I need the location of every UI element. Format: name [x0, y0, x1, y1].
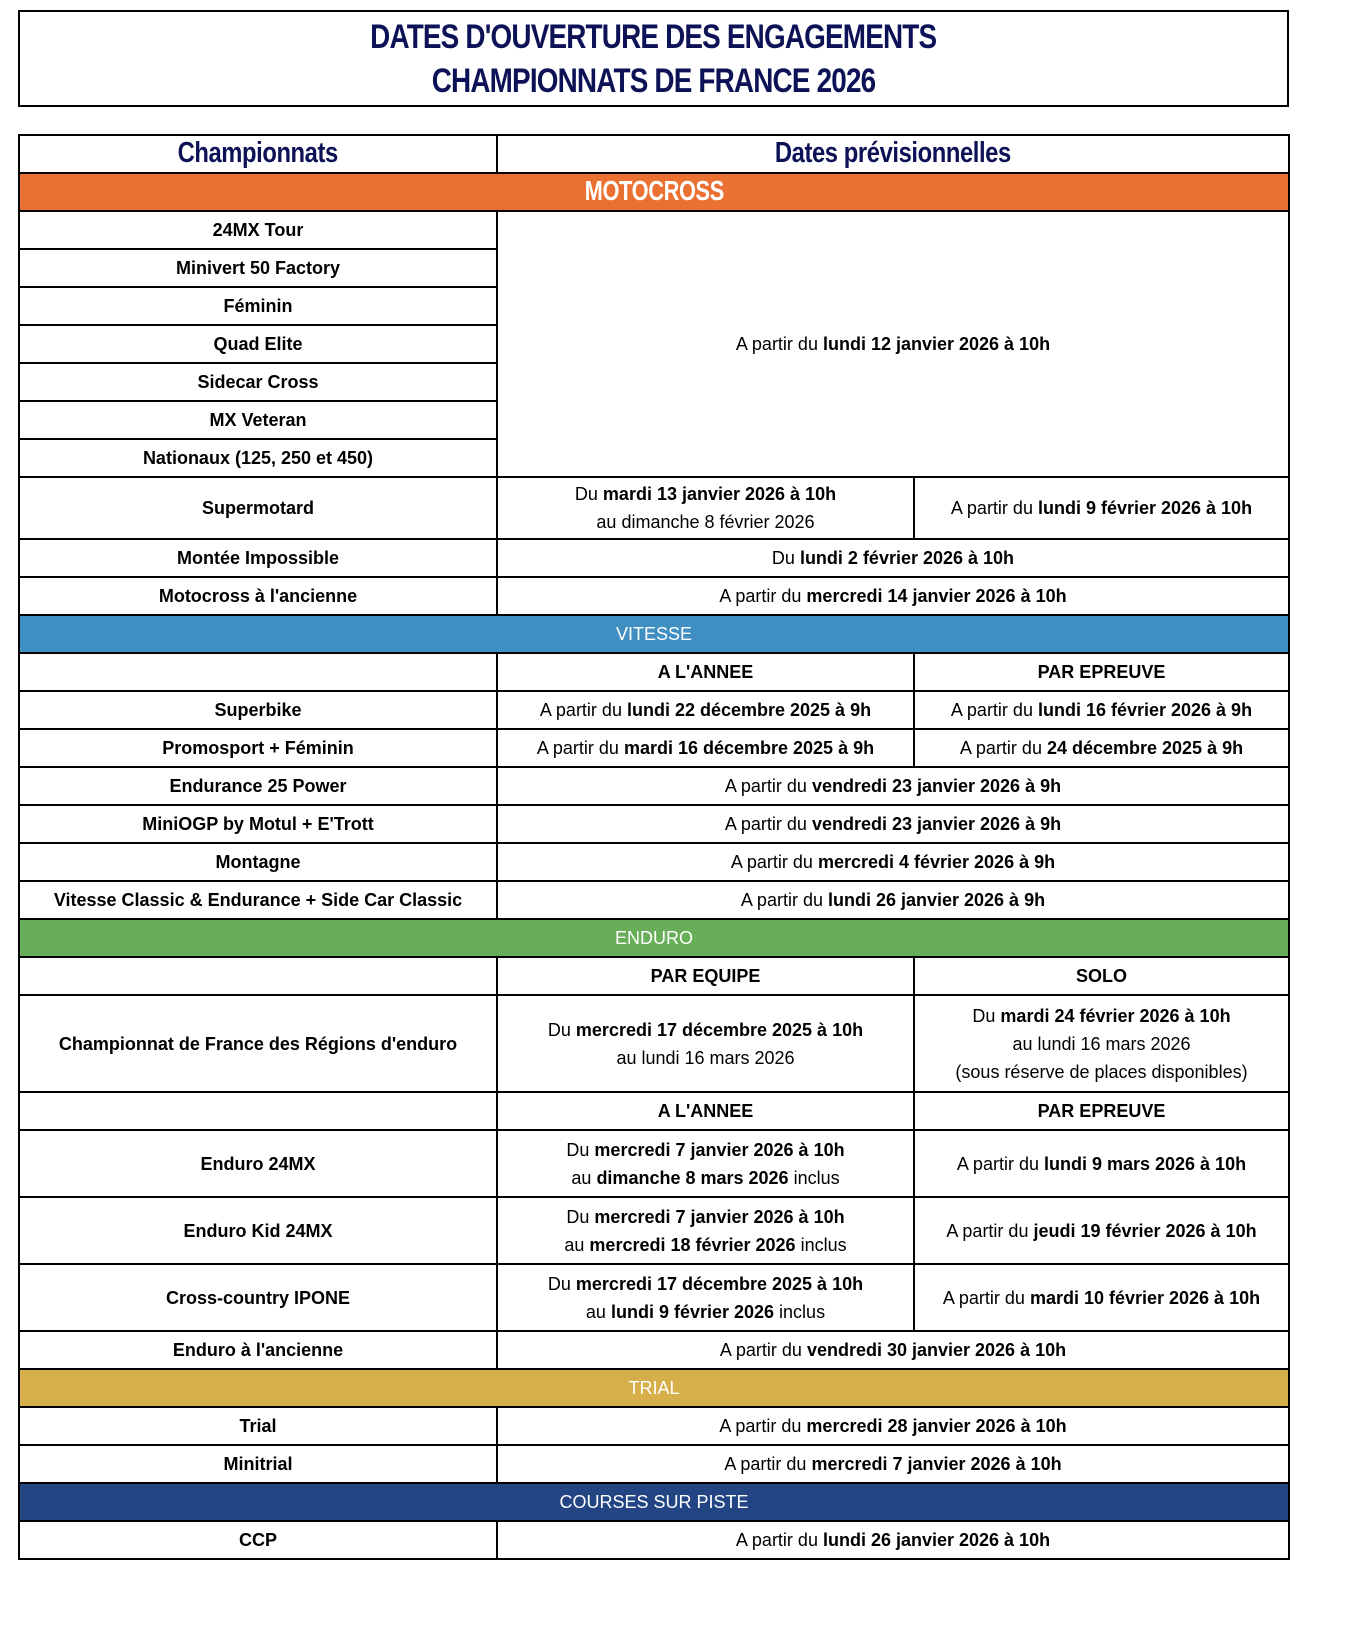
section-label: COURSES SUR PISTE	[19, 1483, 1289, 1521]
table-row	[19, 211, 1289, 249]
date-cell: Du lundi 2 février 2026 à 10h	[497, 539, 1289, 577]
table-row	[19, 805, 1289, 843]
table-row	[19, 1264, 1289, 1331]
section-motocross	[19, 173, 1289, 211]
section-label: ENDURO	[19, 919, 1289, 957]
table-row	[19, 691, 1289, 729]
championship-name: Enduro Kid 24MX	[19, 1197, 497, 1264]
table-row	[19, 1197, 1289, 1264]
subheader-par-epreuve: PAR EPREUVE	[914, 653, 1289, 691]
championship-name: Cross-country IPONE	[19, 1264, 497, 1331]
date-cell: Du mercredi 7 janvier 2026 à 10h au dimanche 8 mars 2026 inclus	[497, 1130, 914, 1197]
date-cell: A partir du mardi 10 février 2026 à 10h	[914, 1264, 1289, 1331]
subheader-par-equipe: PAR EQUIPE	[497, 957, 914, 995]
date-cell: A partir du mercredi 7 janvier 2026 à 10h	[497, 1445, 1289, 1483]
date-cell: Du mercredi 7 janvier 2026 à 10h au mercredi 18 février 2026 inclus	[497, 1197, 914, 1264]
table-row	[19, 1521, 1289, 1559]
championship-name: Motocross à l'ancienne	[19, 577, 497, 615]
championship-name: Enduro 24MX	[19, 1130, 497, 1197]
table-row	[19, 1331, 1289, 1369]
registration-dates-table	[18, 134, 1290, 1560]
date-cell: Du mercredi 17 décembre 2025 à 10h au lundi 16 mars 2026	[497, 995, 914, 1092]
subheader-solo: SOLO	[914, 957, 1289, 995]
table-row	[19, 995, 1289, 1092]
date-cell: A partir du 24 décembre 2025 à 9h	[914, 729, 1289, 767]
table-row	[19, 729, 1289, 767]
subheader-a-l-annee: A L'ANNEE	[497, 1092, 914, 1130]
table-row	[19, 577, 1289, 615]
championship-name: Promosport + Féminin	[19, 729, 497, 767]
championship-name: MX Veteran	[19, 401, 497, 439]
section-label: TRIAL	[19, 1369, 1289, 1407]
championship-name: Montée Impossible	[19, 539, 497, 577]
championship-name: Féminin	[19, 287, 497, 325]
subheader-row	[19, 653, 1289, 691]
championship-name: CCP	[19, 1521, 497, 1559]
date-cell: A partir du mercredi 14 janvier 2026 à 10h	[497, 577, 1289, 615]
date-cell: A partir du lundi 9 février 2026 à 10h	[914, 477, 1289, 539]
championship-name: Trial	[19, 1407, 497, 1445]
championship-name: Vitesse Classic & Endurance + Side Car Classic	[19, 881, 497, 919]
championship-name: Nationaux (125, 250 et 450)	[19, 439, 497, 477]
date-cell: A partir du jeudi 19 février 2026 à 10h	[914, 1197, 1289, 1264]
section-label: VITESSE	[19, 615, 1289, 653]
date-cell: A partir du vendredi 30 janvier 2026 à 10h	[497, 1331, 1289, 1369]
championship-name: Enduro à l'ancienne	[19, 1331, 497, 1369]
title-box	[18, 10, 1289, 107]
championship-name: Supermotard	[19, 477, 497, 539]
table-row	[19, 1407, 1289, 1445]
table-row	[19, 767, 1289, 805]
championship-name: 24MX Tour	[19, 211, 497, 249]
date-cell: A partir du lundi 26 janvier 2026 à 10h	[497, 1521, 1289, 1559]
table-row	[19, 843, 1289, 881]
section-courses-sur-piste	[19, 1483, 1289, 1521]
date-cell: A partir du lundi 22 décembre 2025 à 9h	[497, 691, 914, 729]
date-cell: A partir du lundi 12 janvier 2026 à 10h	[497, 211, 1289, 477]
date-cell: A partir du lundi 9 mars 2026 à 10h	[914, 1130, 1289, 1197]
date-cell: A partir du mercredi 28 janvier 2026 à 10h	[497, 1407, 1289, 1445]
table-row	[19, 1130, 1289, 1197]
section-vitesse	[19, 615, 1289, 653]
section-label: MOTOCROSS	[584, 174, 724, 206]
championship-name: Minivert 50 Factory	[19, 249, 497, 287]
subheader-row	[19, 1092, 1289, 1130]
title-line-2: CHAMPIONNATS DE FRANCE 2026	[431, 61, 876, 100]
header-championnats: Championnats	[19, 135, 497, 173]
header-dates: Dates prévisionnelles	[497, 135, 1289, 173]
table-row	[19, 1445, 1289, 1483]
championship-name: Endurance 25 Power	[19, 767, 497, 805]
date-cell: A partir du lundi 16 février 2026 à 9h	[914, 691, 1289, 729]
championship-name: Montagne	[19, 843, 497, 881]
date-cell: Du mardi 13 janvier 2026 à 10h au dimanche 8 février 2026	[497, 477, 914, 539]
date-cell: A partir du vendredi 23 janvier 2026 à 9h	[497, 767, 1289, 805]
subheader-par-epreuve: PAR EPREUVE	[914, 1092, 1289, 1130]
subheader-a-l-annee: A L'ANNEE	[497, 653, 914, 691]
championship-name: MiniOGP by Motul + E'Trott	[19, 805, 497, 843]
title-line-1: DATES D'OUVERTURE DES ENGAGEMENTS	[370, 17, 937, 56]
championship-name: Quad Elite	[19, 325, 497, 363]
table-row	[19, 881, 1289, 919]
table-row	[19, 539, 1289, 577]
championship-name: Sidecar Cross	[19, 363, 497, 401]
date-cell: A partir du lundi 26 janvier 2026 à 9h	[497, 881, 1289, 919]
date-cell: Du mardi 24 février 2026 à 10h au lundi 16 mars 2026 (sous réserve de places disponibles)	[914, 995, 1289, 1092]
championship-name: Minitrial	[19, 1445, 497, 1483]
subheader-row	[19, 957, 1289, 995]
section-enduro	[19, 919, 1289, 957]
date-cell: Du mercredi 17 décembre 2025 à 10h au lundi 9 février 2026 inclus	[497, 1264, 914, 1331]
date-cell: A partir du vendredi 23 janvier 2026 à 9h	[497, 805, 1289, 843]
date-cell: A partir du mercredi 4 février 2026 à 9h	[497, 843, 1289, 881]
date-cell: A partir du mardi 16 décembre 2025 à 9h	[497, 729, 914, 767]
table-row	[19, 477, 1289, 539]
championship-name: Superbike	[19, 691, 497, 729]
championship-name: Championnat de France des Régions d'enduro	[19, 995, 497, 1092]
section-trial	[19, 1369, 1289, 1407]
table-header-row	[19, 135, 1289, 173]
